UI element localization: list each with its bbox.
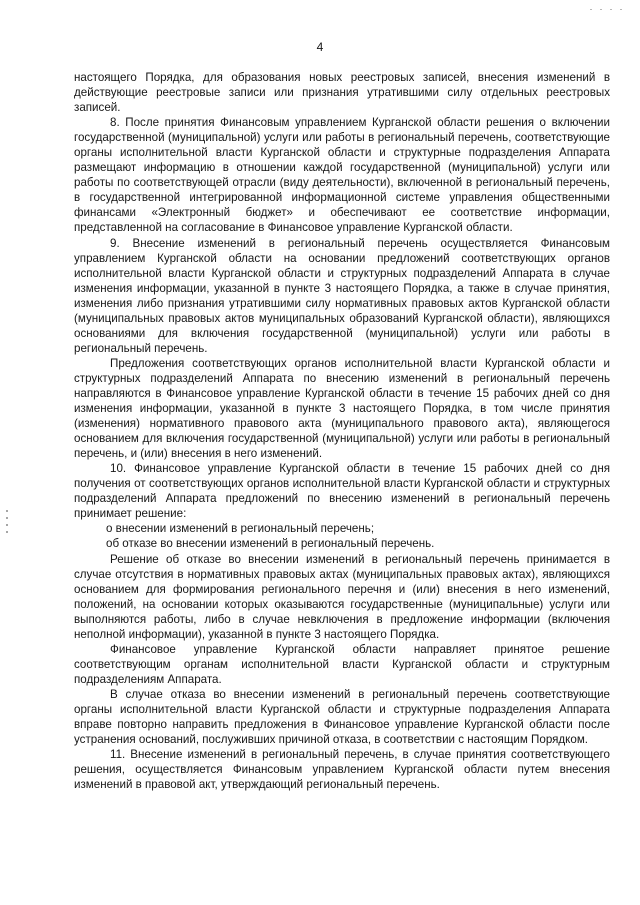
paragraph-item-9: 9. Внесение изменений в региональный перечень осуществляется Финансовым управлением Курганской области на основании предложений соответствующих органов исполнительной власти Курганской области и структурных подразделений Аппарата в случае изменения информации, указанной в пункте 3 настоящего Порядка, а также в случае принятия, изменения либо признания утратившими силу нормативных правовых актов Курганской области (муниципальных правовых актов муниципальных образований Курганской области), являющихся основаниями для включения государственной (муниципальной) услуги или работы в региональный перечень. <box>74 236 610 355</box>
paragraph-refusal-grounds: Решение об отказе во внесении изменений в региональный перечень принимается в случае отсутствия в нормативных правовых актах (муниципальных правовых актах), являющихся основанием для формирования регионального перечня и (или) внесения в него изменений, положений, на основании которых оказываются государственные (муниципальные) услуги или выполняются работы, либо в случае невключения в предложение информации (включения неполной информации), указанной в пункте 3 настоящего Порядка. <box>74 552 610 641</box>
margin-scan-marks <box>4 510 10 534</box>
paragraph-resubmission: В случае отказа во внесении изменений в региональный перечень соответствующие органы исполнительной власти Курганской области и структурные подразделения Аппарата вправе повторно направить предложения в Финансовое управление Курганской области после устранения оснований, послуживших причиной отказа, в соответствии с настоящим Порядком. <box>74 687 610 747</box>
paragraph-proposals: Предложения соответствующих органов исполнительной власти Курганской области и структурных подразделений Аппарата по внесению изменений в региональный перечень направляются в Финансовое управление Курганской области в течение 15 рабочих дней со дня изменения информации, указанной в пункте 3 настоящего Порядка, в том числе принятия (изменения) нормативного правового акта (муниципального правового акта), являющегося основанием для включения государственной (муниципальной) услуги или работы в региональный перечень, и (или) внесения в него изменений. <box>74 356 610 461</box>
paragraph-decision-notice: Финансовое управление Курганской области направляет принятое решение соответствующим органам исполнительной власти Курганской области и структурным подразделениям Аппарата. <box>74 642 610 686</box>
page-number: 4 <box>316 40 324 54</box>
scan-artifact-dots <box>590 8 630 12</box>
paragraph-item-11: 11. Внесение изменений в региональный перечень, в случае принятия соответствующего решения, осуществляется Финансовым управлением Курганской области путем внесения изменений в правовой акт, утверждающий региональный перечень. <box>74 748 610 792</box>
paragraph-item-8: 8. После принятия Финансовым управлением Курганской области решения о включении государственной (муниципальной) услуги или работы в региональный перечень, соответствующие органы исполнительной власти Курганской области и структурные подразделения Аппарата размещают информацию в отношении каждой государственной (муниципальной) услуги или работы по соответствующей отрасли (виду деятельности), включенной в региональный перечень, в государственной интегрированной информационной системе управления общественными финансами «Электронный бюджет» и обеспечивают ее соответствие информации, представленной на согласование в Финансовое управление Курганской области. <box>74 116 610 235</box>
paragraph-item-10: 10. Финансовое управление Курганской области в течение 15 рабочих дней со дня получения от соответствующих органов исполнительной власти Курганской области и структурных подразделений Аппарата предложений по внесению изменений в региональный перечень принимает решение: <box>74 462 610 521</box>
decision-option-refuse: об отказе во внесении изменений в региональный перечень. <box>106 537 435 551</box>
document-body <box>74 70 610 792</box>
decision-option-amend: о внесении изменений в региональный перечень; <box>106 522 375 536</box>
paragraph-continuation: настоящего Порядка, для образования новых реестровых записей, внесения изменений в действующие реестровые записи или признания утратившими силу отдельных реестровых записей. <box>74 71 610 115</box>
